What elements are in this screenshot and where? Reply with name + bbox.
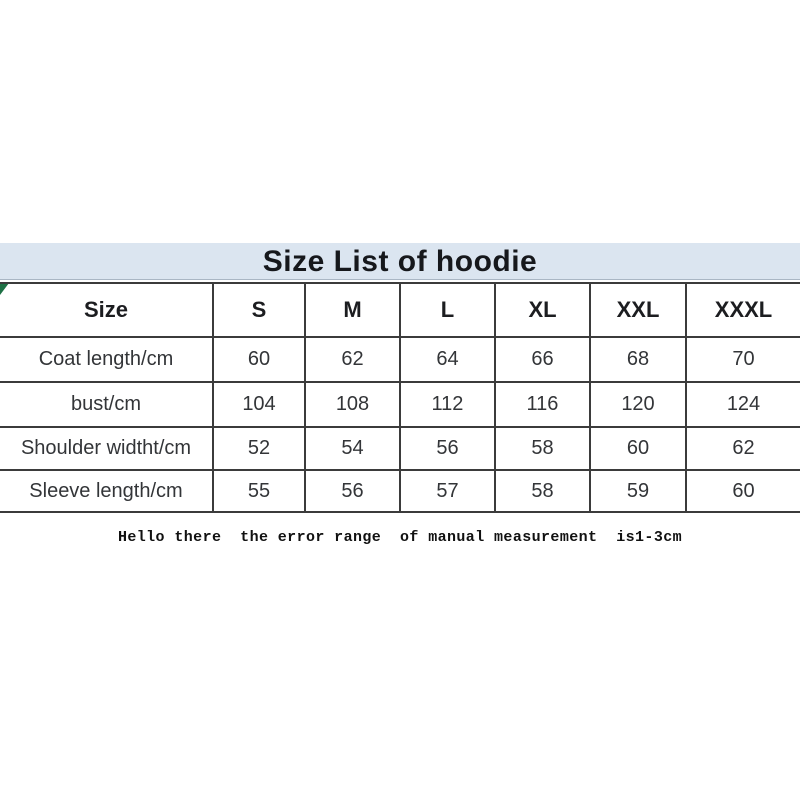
page-title: Size List of hoodie xyxy=(262,244,538,278)
title-banner xyxy=(0,243,800,280)
cell-value: 60 xyxy=(213,337,305,382)
cell-value: 66 xyxy=(495,337,590,382)
table-header-row xyxy=(0,283,800,337)
cell-value: 70 xyxy=(686,337,800,382)
col-header-m: M xyxy=(305,283,400,337)
cell-value: 54 xyxy=(305,427,400,470)
cell-value: 60 xyxy=(686,470,800,512)
cell-value: 58 xyxy=(495,470,590,512)
cell-value: 120 xyxy=(590,382,686,427)
cell-value: 55 xyxy=(213,470,305,512)
cell-value: 60 xyxy=(590,427,686,470)
cell-value: 112 xyxy=(400,382,495,427)
cell-value: 62 xyxy=(305,337,400,382)
col-header-l: L xyxy=(400,283,495,337)
cell-value: 56 xyxy=(305,470,400,512)
row-label: Sleeve length/cm xyxy=(0,470,213,512)
cell-value: 59 xyxy=(590,470,686,512)
cell-value: 68 xyxy=(590,337,686,382)
col-header-size: Size xyxy=(0,283,213,337)
table-row-sleeve-length xyxy=(0,470,800,512)
size-table xyxy=(0,282,800,513)
cell-value: 58 xyxy=(495,427,590,470)
col-header-xl: XL xyxy=(495,283,590,337)
cell-value: 57 xyxy=(400,470,495,512)
table-row-bust xyxy=(0,382,800,427)
cell-value: 56 xyxy=(400,427,495,470)
cell-value: 64 xyxy=(400,337,495,382)
col-header-xxl: XXL xyxy=(590,283,686,337)
row-label: bust/cm xyxy=(0,382,213,427)
cell-value: 62 xyxy=(686,427,800,470)
table-row-coat-length xyxy=(0,337,800,382)
table-row-shoulder-width xyxy=(0,427,800,470)
row-label: Coat length/cm xyxy=(0,337,213,382)
col-header-s: S xyxy=(213,283,305,337)
cell-value: 104 xyxy=(213,382,305,427)
row-label: Shoulder widtht/cm xyxy=(0,427,213,470)
cell-value: 124 xyxy=(686,382,800,427)
col-header-xxxl: XXXL xyxy=(686,283,800,337)
cell-value: 52 xyxy=(213,427,305,470)
cell-value: 108 xyxy=(305,382,400,427)
measurement-error-note: Hello there the error range of manual measurement is1-3cm xyxy=(117,529,683,546)
cell-value: 116 xyxy=(495,382,590,427)
